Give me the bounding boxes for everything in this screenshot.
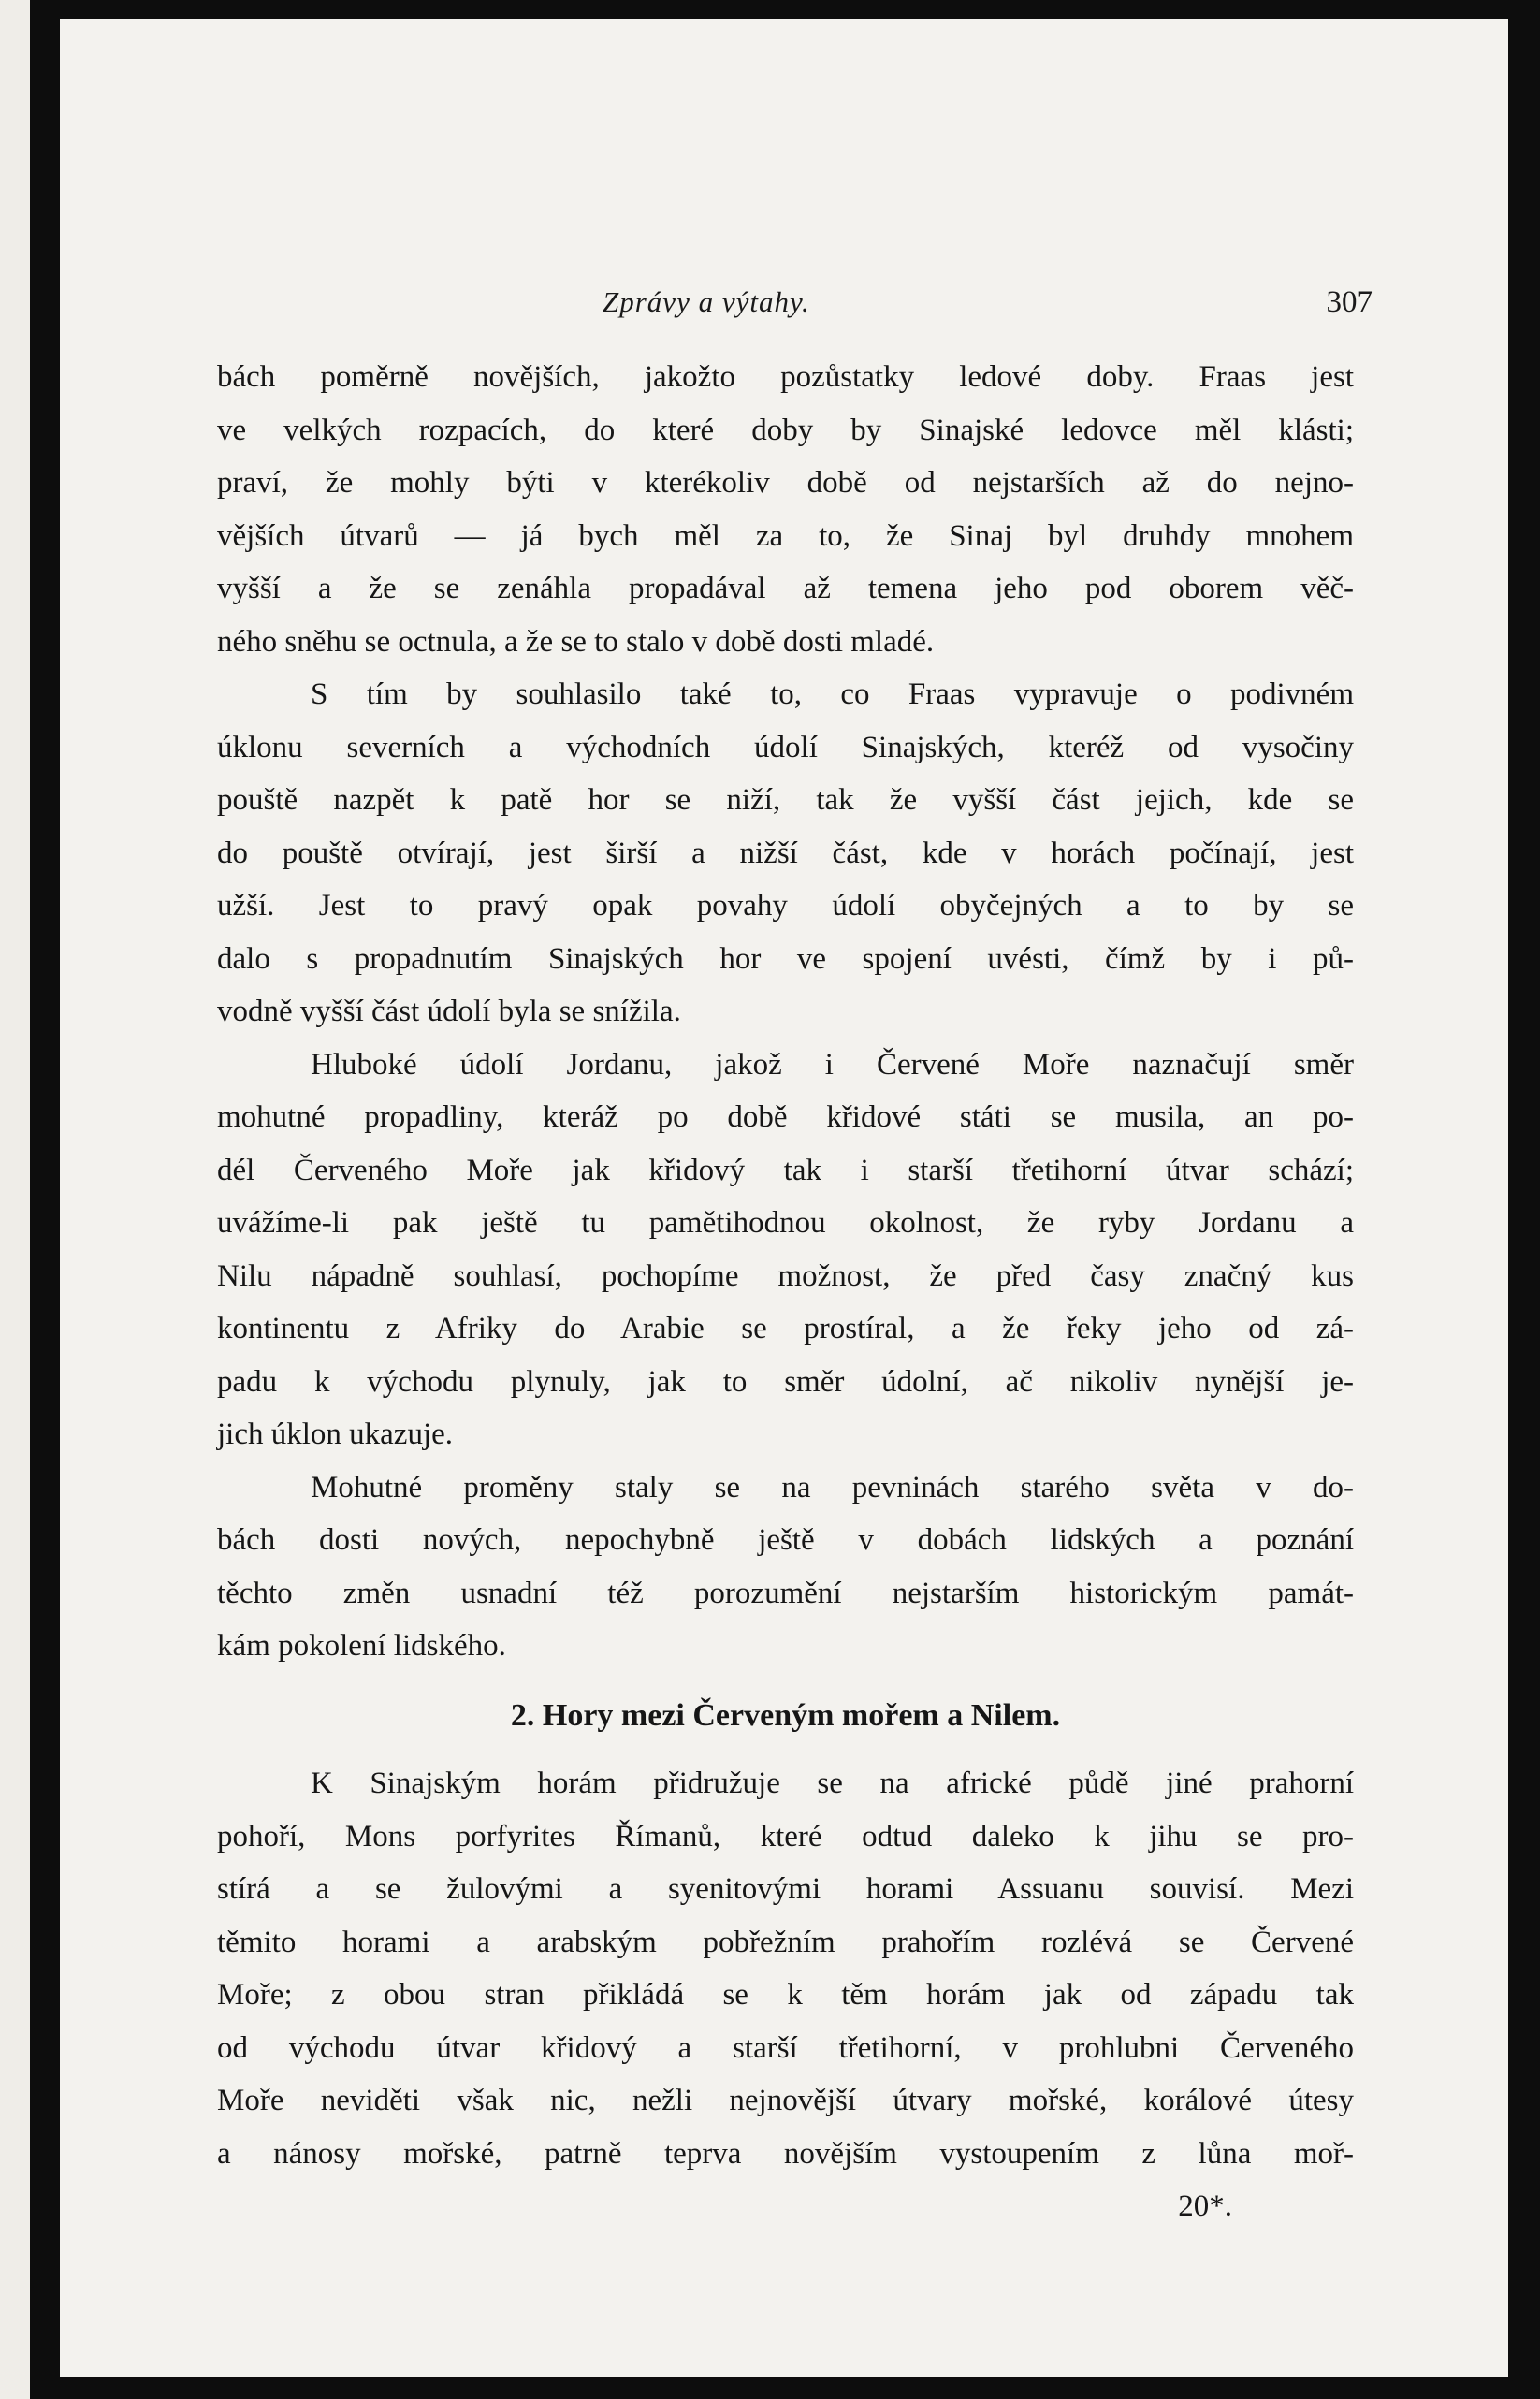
left-margin-strip: [0, 0, 30, 2399]
text-line: těmito horami a arabským pobřežním prahořím rozlévá se Červené: [217, 1925, 1354, 1959]
text-line: bách poměrně novějších, jakožto pozůstatky ledové doby. Fraas jest: [217, 360, 1354, 394]
text-line: S tím by souhlasilo také to, co Fraas vypravuje o podivném: [311, 677, 1354, 711]
text-line: vodně vyšší část údolí byla se snížila.: [217, 995, 681, 1028]
page-number: 307: [1326, 285, 1373, 319]
text-line: praví, že mohly býti v kterékoliv době od nejstarších až do nejno-: [217, 466, 1354, 500]
text-line: a nánosy mořské, patrně teprva novějším vystoupením z lůna moř-: [217, 2136, 1354, 2171]
text-line: ného sněhu se octnula, a že se to stalo v době dosti mladé.: [217, 624, 935, 659]
text-line: Mohutné proměny staly se na pevninách starého světa v do-: [311, 1470, 1354, 1505]
text-line: dél Červeného Moře jak křidový tak i starší třetihorní útvar schází;: [217, 1153, 1354, 1187]
book-page: [60, 19, 1508, 2377]
running-head: [60, 285, 1508, 323]
text-line: mohutné propadliny, kteráž po době křidové státi se musila, an po-: [217, 1100, 1354, 1134]
paragraph-sinai-mountains: [217, 1757, 1354, 2180]
text-line: uvážíme-li pak ještě tu pamětihodnou okolnost, že ryby Jordanu a: [217, 1206, 1354, 1240]
running-head-title: Zprávy a výtahy.: [603, 285, 810, 318]
text-line: pouště nazpět k patě hor se niží, tak že vyšší část jejich, kde se: [217, 783, 1354, 817]
text-line: vějších útvarů — já bych měl za to, že Sinaj byl druhdy mnohem: [217, 518, 1354, 553]
text-line: od východu útvar křidový a starší třetihorní, v prohlubni Červeného: [217, 2030, 1354, 2065]
signature-mark: 20*.: [1178, 2189, 1232, 2223]
section-heading: 2. Hory mezi Červeným mořem a Nilem.: [510, 1697, 1061, 1733]
text-line: těchto změn usnadní též porozumění nejstarším historickým památ-: [217, 1576, 1354, 1610]
text-line: K Sinajským horám přidružuje se na africké půdě jiné prahorní: [311, 1767, 1354, 1800]
body-text: [217, 351, 1354, 2233]
paragraph-fraas: [217, 668, 1354, 1039]
text-line: dalo s propadnutím Sinajských hor ve spojení uvésti, čímž by i pů-: [217, 941, 1354, 976]
text-line: do pouště otvírají, jest širší a nižší část, kde v horách počínají, jest: [217, 836, 1354, 870]
text-line: Moře; z obou stran přikládá se k těm horám jak od západu tak: [217, 1978, 1354, 2012]
paragraph-continuation: [217, 351, 1354, 668]
text-line: kontinentu z Afriky do Arabie se prostíral, a že řeky jeho od zá-: [217, 1312, 1354, 1345]
text-line: bách dosti nových, nepochybně ještě v dobách lidských a poznání: [217, 1523, 1354, 1557]
text-line: Nilu nápadně souhlasí, pochopíme možnost, že před časy značný kus: [217, 1258, 1354, 1293]
text-line: ve velkých rozpacích, do které doby by Sinajské ledovce měl klásti;: [217, 413, 1354, 447]
text-line: Hluboké údolí Jordanu, jakož i Červené Moře naznačují směr: [311, 1047, 1354, 1082]
text-line: stírá a se žulovými a syenitovými horami Assuanu souvisí. Mezi: [217, 1872, 1354, 1906]
text-line: Moře neviděti však nic, nežli nejnovější útvary mořské, korálové útesy: [217, 2084, 1354, 2117]
text-line: vyšší a že se zenáhla propadával až temena jeho pod oborem věč-: [217, 572, 1354, 605]
text-line: padu k východu plynuly, jak to směr údolní, ač nikoliv nynější je-: [217, 1364, 1354, 1399]
text-line: pohoří, Mons porfyrites Římanů, které odtud daleko k jihu se pro-: [217, 1819, 1354, 1854]
text-line: jich úklon ukazuje.: [217, 1418, 454, 1451]
text-line: úklonu severních a východních údolí Sinajských, kteréž od vysočiny: [217, 730, 1354, 764]
paragraph-changes: [217, 1461, 1354, 1673]
paragraph-jordan: [217, 1039, 1354, 1461]
text-line: kám pokolení lidského.: [217, 1629, 506, 1663]
text-line: užší. Jest to pravý opak povahy údolí obyčejných a to by se: [217, 889, 1354, 923]
